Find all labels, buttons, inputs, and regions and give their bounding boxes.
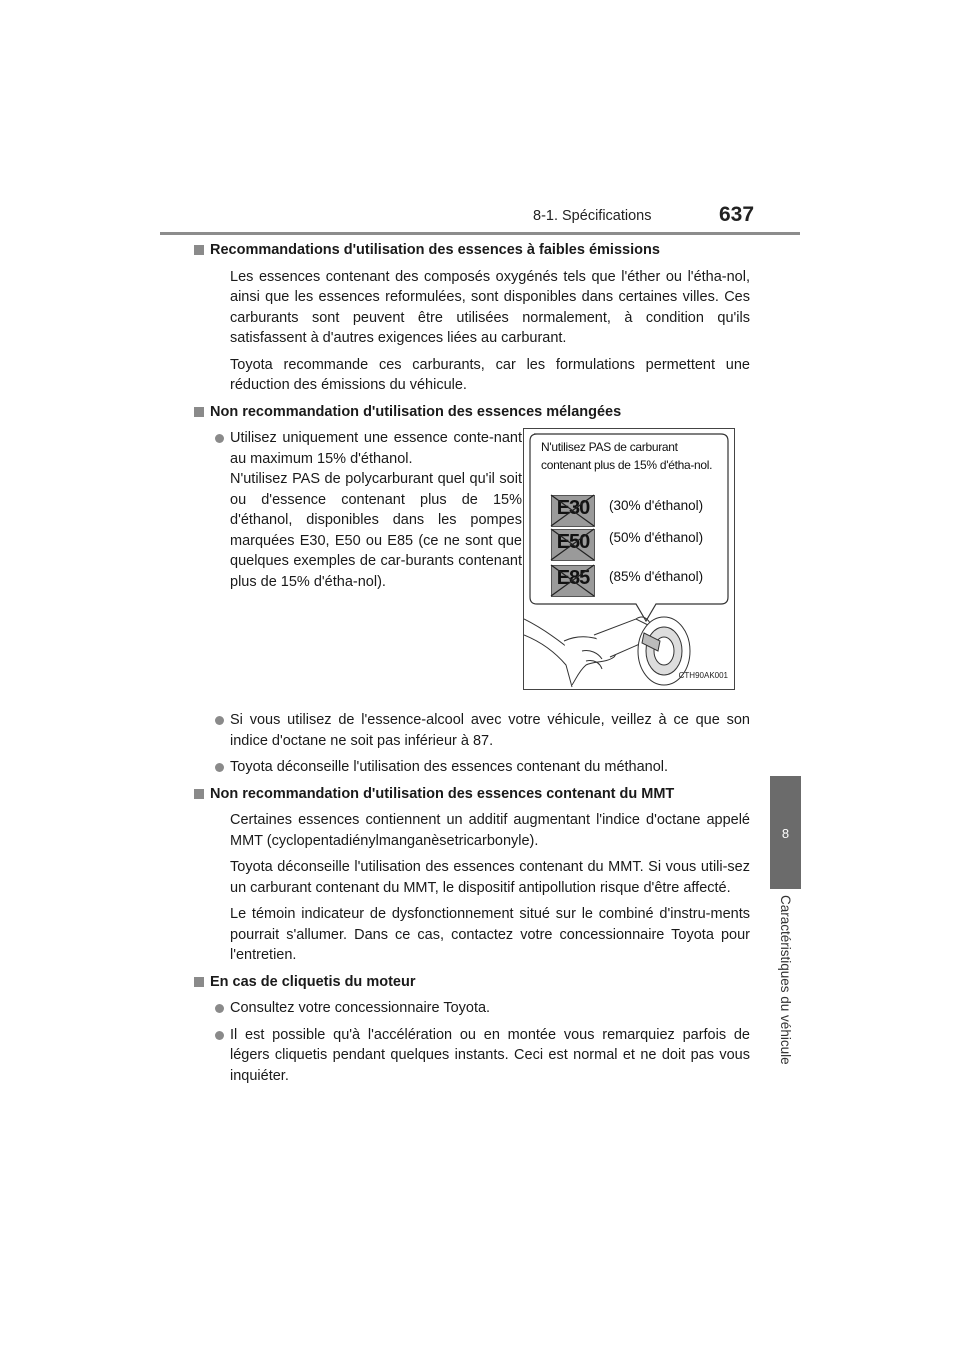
bullet-with-figure — [210, 428, 750, 704]
ethanol-fuel-illustration — [523, 428, 735, 690]
bullet-item: Consultez votre concessionnaire Toyota. — [214, 998, 750, 1019]
chapter-title: Caractéristiques du véhicule — [778, 895, 793, 1065]
fuel-label-e30: E30 — [551, 495, 595, 527]
header-rule — [160, 232, 800, 235]
fuel-label-e85: E85 — [551, 565, 595, 597]
square-bullet-icon — [194, 245, 204, 255]
bullet-item: Si vous utilisez de l'essence-alcool avec votre véhicule, veillez à ce que son indice d'octane ne soit pas inférieur à 87. — [214, 710, 750, 751]
section-label: 8-1. Spécifications — [533, 208, 652, 224]
square-bullet-icon — [194, 977, 204, 987]
fuel-label-e50: E50 — [551, 529, 595, 561]
paragraph: Les essences contenant des composés oxygénés tels que l'éther ou l'étha-nol, ainsi que les essences reformulées, sont disponibles dans certaines villes. Ces carburants sont peuvent être utilisées normalement, à condition qu'ils satisfassent à d'autres exigences liées au carburant. — [230, 268, 750, 346]
ethanol-percent-30: (30% d'éthanol) — [609, 498, 704, 513]
chapter-tab[interactable] — [770, 776, 801, 889]
square-bullet-icon — [194, 789, 204, 799]
page-number: 637 — [719, 203, 755, 226]
round-bullet-icon — [215, 763, 224, 772]
bullet-item: Toyota déconseille l'utilisation des essences contenant du méthanol. — [214, 757, 750, 778]
round-bullet-icon — [215, 716, 224, 725]
round-bullet-icon — [215, 1031, 224, 1040]
paragraph: Certaines essences contiennent un additif augmentant l'indice d'octane appelé MMT (cyclopentadiénylmanganèsetricarbonyle). — [230, 812, 750, 849]
chapter-number: 8 — [781, 826, 790, 841]
heading-mmt: Non recommandation d'utilisation des essences contenant du MMT — [194, 784, 766, 805]
round-bullet-icon — [215, 434, 224, 443]
paragraph: Toyota recommande ces carburants, car les formulations permettent une réduction des émissions du véhicule. — [230, 356, 750, 393]
heading-engine-knock: En cas de cliquetis du moteur — [194, 972, 766, 993]
paragraph: Toyota déconseille l'utilisation des essences contenant du MMT. Si vous utili-sez un carburant contenant du MMT, le dispositif antipollution risque d'être affecté. — [230, 859, 750, 896]
bullet-item: Utilisez uniquement une essence conte-nant au maximum 15% d'éthanol. N'utilisez PAS de polycarburant quel qu'il soit ou d'essence contenant plus de 15% d'éthanol, disponibles dans les pompes marquées E30, E50 ou E85 (ce ne sont que quelques exemples de car-burants contenant plus de 15% d'étha-nol). — [214, 428, 522, 592]
bullet-item: Il est possible qu'à l'accélération ou en montée vous remarquiez parfois de légers cliquetis pendant quelques instants. Ceci est normal et ne doit pas vous inquiéter. — [214, 1025, 750, 1087]
callout-text: N'utilisez PAS de carburant contenant plus de 15% d'étha-nol. — [541, 440, 713, 472]
ethanol-percent-50: (50% d'éthanol) — [609, 530, 704, 545]
figure-code: CTH90AK001 — [678, 670, 728, 680]
heading-low-emission: Recommandations d'utilisation des essences à faibles émissions — [194, 240, 766, 261]
heading-blended-fuel: Non recommandation d'utilisation des essences mélangées — [194, 402, 766, 423]
round-bullet-icon — [215, 1004, 224, 1013]
prohibited-cross-icon — [524, 429, 734, 689]
square-bullet-icon — [194, 407, 204, 417]
page-content — [210, 240, 750, 1092]
paragraph: Le témoin indicateur de dysfonctionnement situé sur le combiné d'instru-ments pourrait s'allumer. Dans ce cas, contactez votre concessionnaire Toyota pour l'entretien. — [230, 906, 750, 963]
ethanol-percent-85: (85% d'éthanol) — [609, 569, 704, 584]
